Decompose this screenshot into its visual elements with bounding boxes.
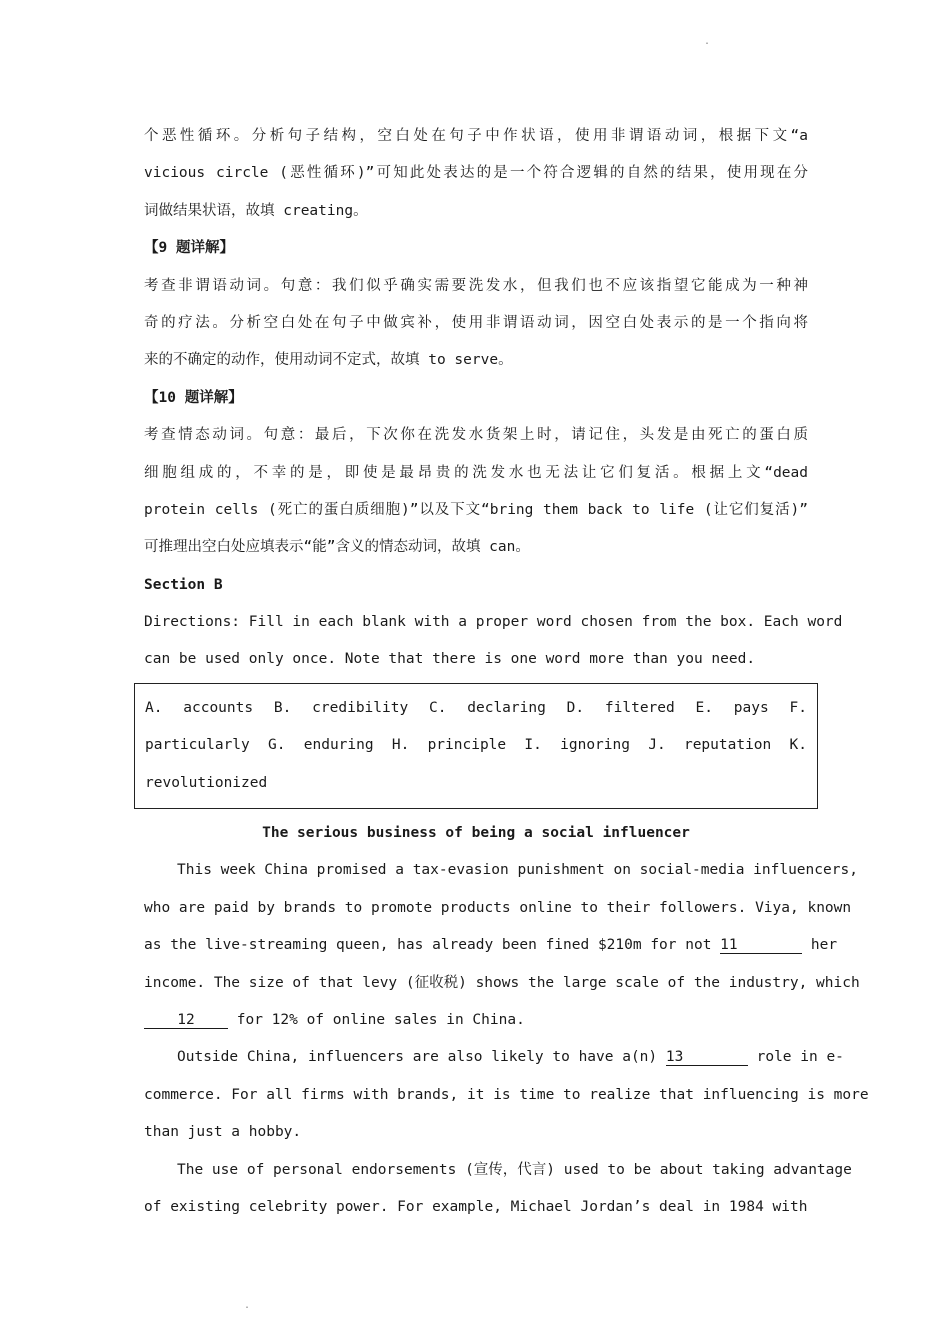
article-title: The serious business of being a social influencer [262, 825, 690, 842]
text-line: vicious circle (恶性循环)”可知此处表达的是一个符合逻辑的自然的结果，使用现在分 [144, 165, 808, 182]
text-line: 来的不确定的动作，使用动词不定式，故填 to serve。 [144, 352, 513, 369]
paragraph-line: The use of personal endorsements (宣传，代言) used to be about taking advantage [177, 1161, 852, 1178]
text-line: 考查情态动词。句意：最后，下次你在洗发水货架上时，请记住，头发是由死亡的蛋白质 [144, 427, 808, 444]
paragraph-line [144, 1039, 844, 1076]
text-line: 细胞组成的，不幸的是，即使是最昂贵的洗发水也无法让它们复活。根据上文“dead [144, 464, 808, 481]
text-line: protein cells (死亡的蛋白质细胞)”以及下文“bring them back to life (让它们复活)” [144, 501, 808, 518]
text-line: 词做结果状语，故填 creating。 [144, 202, 368, 219]
text-line: 个恶性循环。分析句子结构，空白处在句子中作状语，使用非谓语动词，根据下文“a [144, 128, 808, 144]
paragraph-line: This week China promised a tax-evasion punishment on social-media influencers, [177, 862, 858, 879]
blank-13[interactable]: 13 [666, 1049, 748, 1066]
text-line: can be used only once. Note that there is one word more than you need. [144, 651, 756, 668]
paragraph-text: for 12% of online sales in China. [228, 1011, 525, 1028]
word-box [134, 683, 818, 809]
paragraph-line [144, 927, 838, 964]
paragraph-line: than just a hobby. [144, 1124, 302, 1141]
paragraph-text: as the live-streaming queen, has already been fined $210m for not [144, 937, 721, 954]
paragraph-text: Outside China, influencers are also likely to have a(n) [177, 1049, 666, 1066]
text-line: Directions: Fill in each blank with a proper word chosen from the box. Each word [144, 614, 843, 631]
blank-12[interactable]: 12 [144, 1012, 228, 1029]
explanation-lines [144, 118, 843, 679]
word-box-line: revolutionized [145, 774, 268, 791]
paragraph-text: role in e- [747, 1049, 844, 1066]
word-box-line: particularly G. enduring H. principle I. ignoring J. reputation K. [145, 737, 807, 754]
page-mark-bottom: . [244, 1300, 251, 1311]
text-line: 考查非谓语动词。句意：我们似乎确实需要洗发水，但我们也不应该指望它能成为一种神 [144, 277, 808, 294]
paragraph-line: commerce. For all firms with brands, it is time to realize that influencing is more [144, 1086, 869, 1103]
paragraph-line [144, 1002, 808, 1039]
paragraph-line: income. The size of that levy (征收税) shows the large scale of the industry, which [144, 974, 860, 991]
word-box-line: A. accounts B. credibility C. declaring D. filtered E. pays F. [145, 699, 807, 716]
page-content [144, 118, 869, 1226]
text-line: 奇的疗法。分析空白处在句子中做宾补，使用非谓语动词，因空白处表示的是一个指向将 [144, 314, 808, 331]
paragraph-line: of existing celebrity power. For example, Michael Jordan’s deal in 1984 with [144, 1198, 808, 1215]
section-heading: 【10 题详解】 [144, 389, 243, 406]
page-mark-top: . [704, 36, 711, 47]
paragraph-line: who are paid by brands to promote products online to their followers. Viya, known [144, 899, 852, 916]
paragraph-text: her [802, 937, 838, 954]
text-line: 可推理出空白处应填表示“能”含义的情态动词，故填 can。 [144, 539, 530, 556]
section-heading: Section B [144, 576, 223, 593]
blank-11[interactable]: 11 [720, 937, 802, 954]
section-heading: 【9 题详解】 [144, 240, 234, 257]
